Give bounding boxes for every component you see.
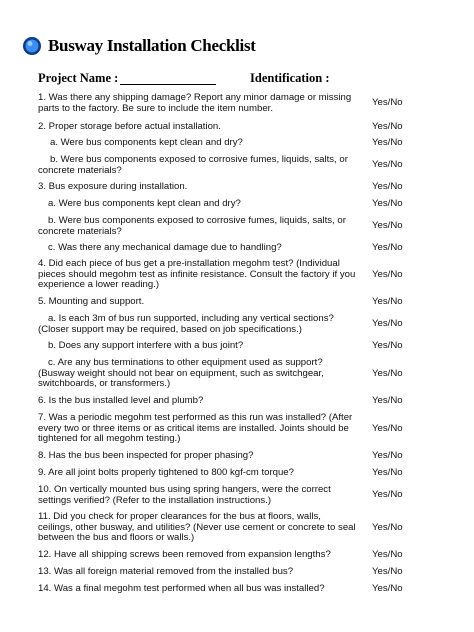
item-answer[interactable]: Yes/No <box>372 522 403 533</box>
item-answer[interactable]: Yes/No <box>372 181 403 192</box>
item-answer[interactable]: Yes/No <box>372 340 403 351</box>
item-question: c. Was there any mechanical damage due to handling? <box>48 242 282 253</box>
item-answer[interactable]: Yes/No <box>372 97 403 108</box>
project-name-label: Project Name : <box>38 71 119 85</box>
item-question: b. Does any support interfere with a bus joint? <box>48 340 244 351</box>
item-question: 2. Proper storage before actual installation. <box>38 121 221 132</box>
item-answer[interactable]: Yes/No <box>372 318 403 329</box>
item-answer[interactable]: Yes/No <box>372 450 403 461</box>
item-question: 5. Mounting and support. <box>38 296 145 307</box>
item-question: a. Is each 3m of bus run supported, including any vertical sections? (Closer support may be required, based on job specifications.) <box>38 313 334 335</box>
item-question: 12. Have all shipping screws been removed from expansion lengths? <box>38 549 331 560</box>
item-answer[interactable]: Yes/No <box>372 489 403 500</box>
item-answer[interactable]: Yes/No <box>372 269 403 280</box>
item-answer[interactable]: Yes/No <box>372 137 403 148</box>
item-question: 1. Was there any shipping damage? Report any minor damage or missing parts to the factory. Be sure to include the item number. <box>38 92 352 114</box>
item-question: 10. On vertically mounted bus using spring hangers, were the correct settings verified? (Refer to the installation instructions.) <box>38 484 331 506</box>
item-answer[interactable]: Yes/No <box>372 566 403 577</box>
item-question: 7. Was a periodic megohm test performed as this run was installed? (After every two or three items or as critical items are installed. Joints should be tightened for all megohm testing.) <box>38 412 353 445</box>
item-answer[interactable]: Yes/No <box>372 159 403 170</box>
item-question: 6. Is the bus installed level and plumb? <box>38 395 204 406</box>
item-answer[interactable]: Yes/No <box>372 467 403 478</box>
item-answer[interactable]: Yes/No <box>372 583 403 594</box>
item-answer[interactable]: Yes/No <box>372 242 403 253</box>
page-title: Busway Installation Checklist <box>48 36 256 55</box>
item-question: a. Were bus components kept clean and dry? <box>48 198 241 209</box>
item-question: 13. Was all foreign material removed from the installed bus? <box>38 566 294 577</box>
item-answer[interactable]: Yes/No <box>372 423 403 434</box>
item-answer[interactable]: Yes/No <box>372 296 403 307</box>
item-answer[interactable]: Yes/No <box>372 220 403 231</box>
item-question: b. Were bus components exposed to corrosive fumes, liquids, salts, or concrete materials? <box>38 215 346 237</box>
project-name-field[interactable] <box>120 84 216 85</box>
item-question: b. Were bus components exposed to corrosive fumes, liquids, salts, or concrete materials? <box>38 154 348 176</box>
item-question: a. Were bus components kept clean and dry? <box>50 137 243 148</box>
item-question: 3. Bus exposure during installation. <box>38 181 188 192</box>
item-answer[interactable]: Yes/No <box>372 368 403 379</box>
item-answer[interactable]: Yes/No <box>372 549 403 560</box>
item-answer[interactable]: Yes/No <box>372 198 403 209</box>
item-question: 4. Did each piece of bus get a pre-installation megohm test? (Individual pieces should megohm test as infinite resistance. Consult the factory if you experience a lower reading.) <box>38 258 356 291</box>
item-answer[interactable]: Yes/No <box>372 395 403 406</box>
circle-bullet-icon <box>22 36 42 56</box>
identification-label: Identification : <box>250 71 330 85</box>
item-question: 9. Are all joint bolts properly tightened to 800 kgf-cm torque? <box>38 467 294 478</box>
item-question: 11. Did you check for proper clearances for the bus at floors, walls, ceilings, other busway, and utilities? (Never use cement or concrete to seal between the bus and floors or walls.) <box>38 511 356 544</box>
item-answer[interactable]: Yes/No <box>372 121 403 132</box>
title-row <box>22 34 256 58</box>
item-question: 14. Was a final megohm test performed when all bus was installed? <box>38 583 325 594</box>
item-question: c. Are any bus terminations to other equipment used as support? (Busway weight should not bear on equipment, such as switchgear, switchboards, or transformers.) <box>38 357 324 390</box>
item-question: 8. Has the bus been inspected for proper phasing? <box>38 450 254 461</box>
